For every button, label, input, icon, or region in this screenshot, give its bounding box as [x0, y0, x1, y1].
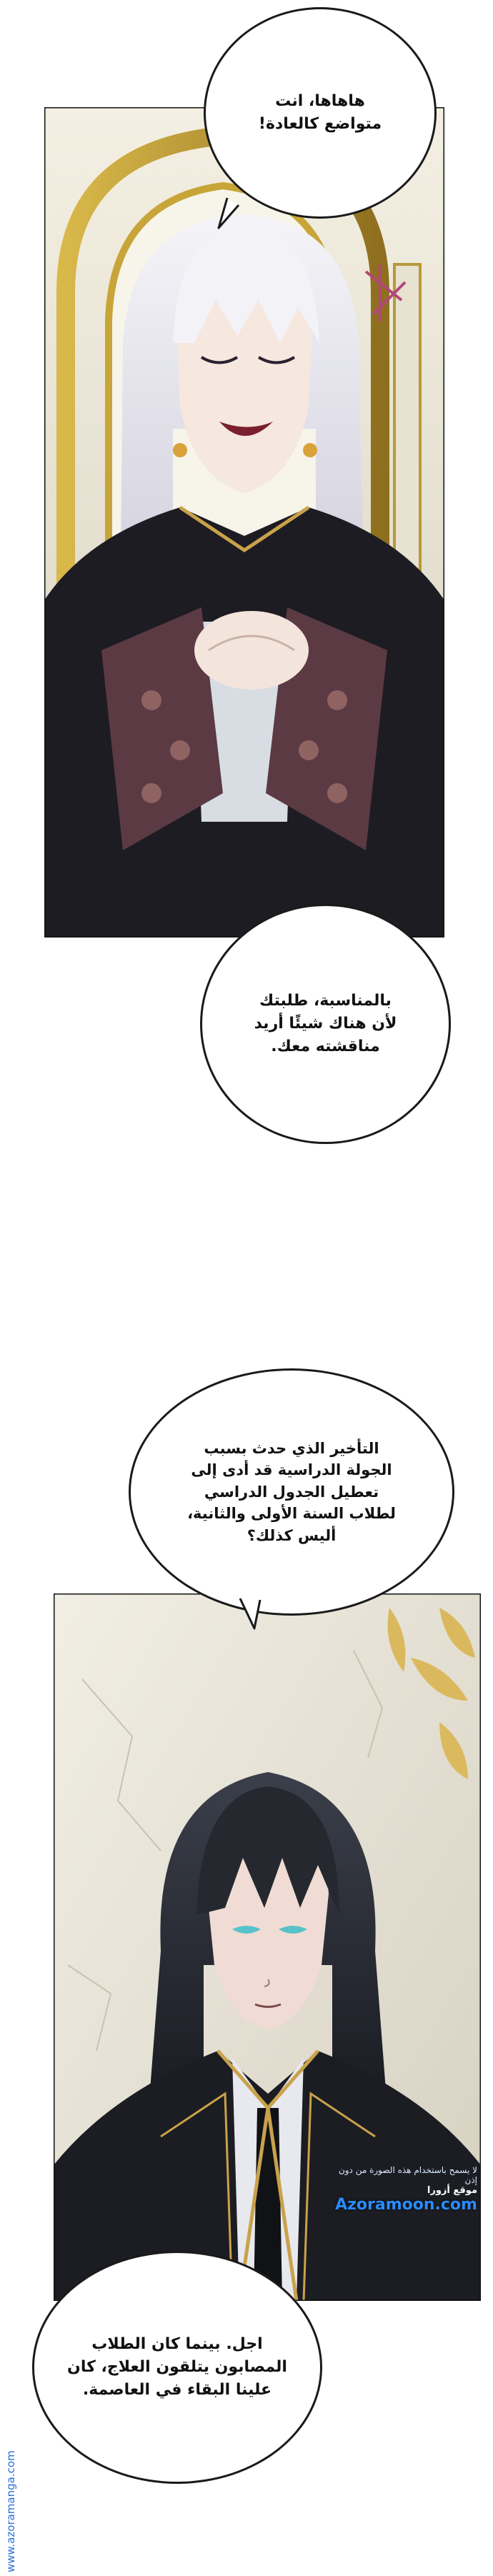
speech-bubble-2: [200, 904, 451, 1144]
speech-bubble-3-text: التأخير الذي حدث بسبب الجولة الدراسية قد أدى إلى تعطيل الجدول الدراسي لطلاب السنة الأولى والثانية، أليس كذلك؟: [187, 1439, 396, 1544]
credit-site-name: موقع أزورا: [427, 2185, 477, 2196]
speech-bubble-3-tail: [236, 1597, 264, 1633]
panel-1-illustration: [44, 107, 444, 938]
side-watermark: [3, 2379, 20, 2572]
speech-bubble-4-text: اجل. بينما كان الطلاب المصابون يتلقون العلاج، كان علينا البقاء في العاصمة.: [67, 2335, 287, 2399]
credit-notice: لا يسمح باستخدام هذه الصورة من دون إذن: [338, 2165, 477, 2185]
speech-bubble-2-text: بالمناسبة، طلبتك لأن هناك شيئًا أريد مناقشته معك.: [254, 992, 397, 1055]
speech-bubble-1-text: هاهاها، انت متواضع كالعادة!: [258, 92, 382, 133]
speech-bubble-3: [129, 1368, 454, 1616]
side-watermark-text: www.azoramanga.com: [4, 2450, 17, 2572]
panel-1-artwork: [44, 107, 444, 938]
speech-bubble-1: [204, 7, 437, 219]
credit-site-url[interactable]: Azoramoon.com: [335, 2196, 477, 2214]
speech-bubble-4: [32, 2251, 322, 2484]
translator-credit: [327, 2165, 477, 2214]
speech-bubble-1-tail: [214, 197, 243, 232]
